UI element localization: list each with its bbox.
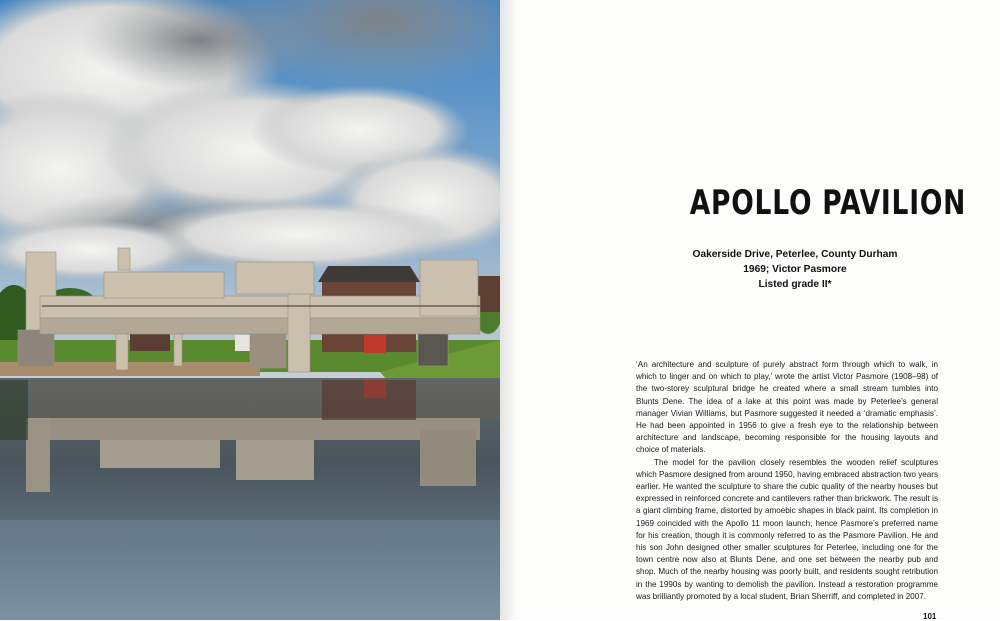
address: Oakerside Drive, Peterlee, County Durham: [692, 249, 898, 260]
clouds: [0, 0, 500, 280]
paragraph-2: The model for the pavilion closely resembles the wooden relief sculptures which Pasmore designed from around 1950, having embraced abstraction two years earlier. He wanted the sculpture to share the cubic quality of the nearby houses but expressed in reinforced concrete and cantilevers rather than brickwork. The result is a giant climbing frame, distorted by amoebic shapes in black paint. Its completion in 1969 coincided with the Apollo 11 moon launch, hence Pasmore’s preferred name for his creation, though it is commonly referred to as the Pasmore Pavilion. He and his son John designed other smaller sculptures for Peterlee, including one for the town centre now also at Blunts Dene, and one set between the nearby pub and shop. Much of the nearby housing was poorly built, and residents sought retribution in the 1990s by wanting to demolish the pavilion. Instead a restoration programme was brilliantly promoted by a local student, Brian Sherriff, and completed in 2007.: [636, 457, 938, 601]
page-number: 101: [923, 612, 937, 621]
date-architect: 1969; Victor Pasmore: [743, 264, 847, 275]
listing-status: Listed grade II*: [758, 279, 832, 290]
pavilion-photo: [0, 0, 500, 620]
text-page: [500, 0, 1000, 620]
article-body: [636, 359, 938, 603]
page-title: APOLLO PAVILION: [689, 183, 967, 223]
gutter-shadow: [500, 0, 518, 620]
paragraph-1: ‘An architecture and sculpture of purely abstract form through which to walk, in which to linger and on which to play,’ wrote the artist Victor Pasmore (1908–98) of the two-storey sculptural bridge he created where a small stream tumbles into Blunts Dene. The idea of a lake at this point was made by Peterlee’s general manager Vivian Williams, but Pasmore suggested it needed a ‘dramatic emphasis’. He had been appointed in 1956 to give a fresh eye to the relationship between architecture and landscape, becoming responsible for the housing layouts and choice of materials.: [636, 360, 938, 455]
building-details: [640, 247, 950, 292]
